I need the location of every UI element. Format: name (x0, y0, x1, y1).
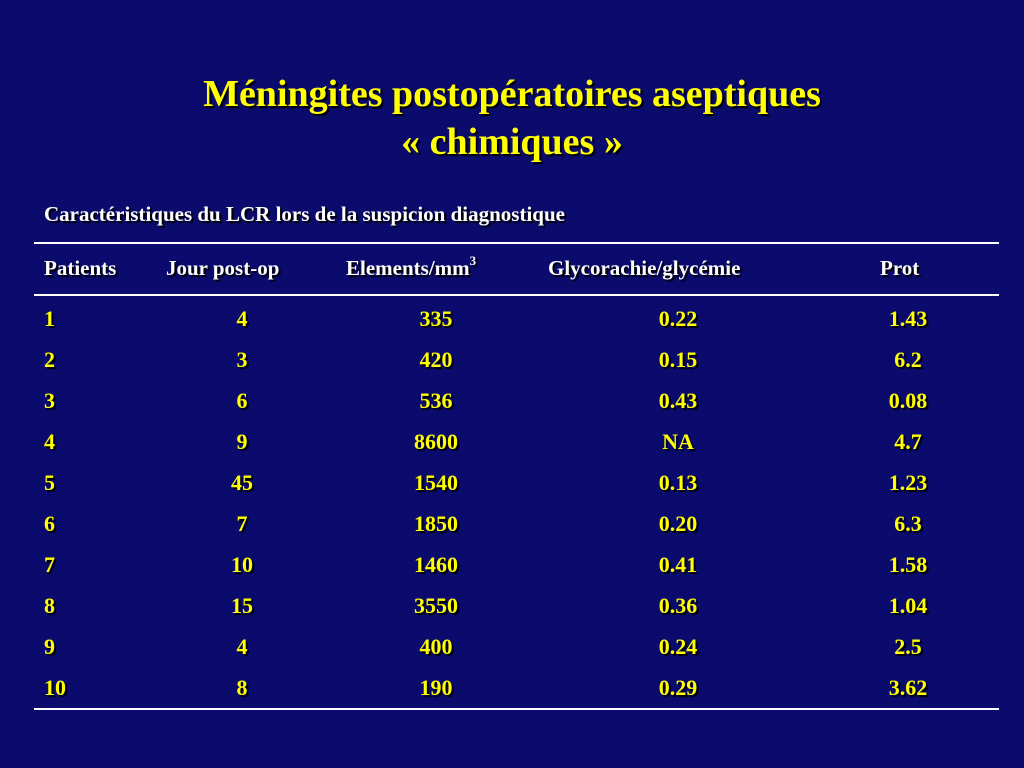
cell-elements: 420 (419, 347, 453, 372)
title-line-2: « chimiques » (401, 121, 623, 163)
cell-prot: 4.7 (894, 429, 922, 454)
header-patients: Patients (44, 256, 117, 280)
header-glycorachie: Glycorachie/glycémie (548, 256, 741, 280)
table-row (0, 300, 1024, 341)
cell-elements: 1540 (414, 470, 458, 495)
table-top-rule (34, 242, 999, 244)
table-header-rule (34, 294, 999, 296)
cell-jour: 15 (231, 593, 253, 618)
cell-jour: 45 (231, 470, 253, 495)
table-row (0, 505, 1024, 546)
cell-jour: 6 (236, 388, 248, 413)
header-prot: Prot (880, 256, 920, 280)
cell-patient: 8 (44, 593, 55, 618)
cell-prot: 1.43 (888, 306, 928, 331)
cell-glyco: 0.41 (658, 552, 698, 577)
cell-glyco: 0.29 (658, 675, 698, 700)
table-row (0, 423, 1024, 464)
cell-patient: 7 (44, 552, 55, 577)
cell-glyco: 0.13 (658, 470, 698, 495)
table-row (0, 628, 1024, 669)
cell-elements: 190 (419, 675, 453, 700)
cell-elements: 3550 (414, 593, 458, 618)
cell-prot: 2.5 (894, 634, 922, 659)
cell-patient: 1 (44, 306, 55, 331)
cell-jour: 9 (236, 429, 248, 454)
cell-elements: 1850 (414, 511, 458, 536)
cell-glyco: 0.15 (658, 347, 698, 372)
cell-elements: 1460 (414, 552, 458, 577)
table-caption: Caractéristiques du LCR lors de la suspicion diagnostique (44, 202, 565, 226)
cell-prot: 6.2 (894, 347, 922, 372)
table-header-row (0, 252, 1024, 286)
table-row (0, 341, 1024, 382)
header-elements-exponent: 3 (469, 253, 477, 268)
table-row (0, 587, 1024, 628)
table-body (0, 300, 1024, 710)
cell-elements: 8600 (414, 429, 458, 454)
header-elements (346, 253, 477, 281)
cell-patient: 4 (44, 429, 55, 454)
cell-prot: 1.58 (888, 552, 928, 577)
table-row (0, 669, 1024, 710)
title-line-1: Méningites postopératoires aseptiques (203, 73, 821, 115)
cell-elements: 400 (419, 634, 453, 659)
cell-jour: 3 (236, 347, 248, 372)
header-jour-post-op: Jour post-op (166, 256, 280, 280)
cell-patient: 5 (44, 470, 55, 495)
cell-glyco: 0.24 (658, 634, 698, 659)
table-row (0, 546, 1024, 587)
cell-prot: 0.08 (888, 388, 928, 413)
cell-patient: 10 (44, 675, 66, 700)
table-row (0, 382, 1024, 423)
cell-prot: 1.04 (888, 593, 928, 618)
table-bottom-rule (34, 708, 999, 710)
cell-elements: 335 (419, 306, 453, 331)
cell-patient: 3 (44, 388, 55, 413)
cell-patient: 2 (44, 347, 55, 372)
cell-prot: 6.3 (894, 511, 922, 536)
cell-elements: 536 (419, 388, 453, 413)
cell-glyco: 0.22 (658, 306, 698, 331)
cell-glyco: 0.36 (658, 593, 698, 618)
slide-title (0, 70, 1024, 166)
table-row (0, 464, 1024, 505)
cell-prot: 1.23 (888, 470, 928, 495)
cell-prot: 3.62 (888, 675, 928, 700)
cell-jour: 4 (236, 634, 248, 659)
cell-jour: 8 (236, 675, 248, 700)
header-elements-label: Elements/mm (346, 256, 470, 280)
cell-glyco: 0.43 (658, 388, 698, 413)
cell-patient: 9 (44, 634, 55, 659)
cell-patient: 6 (44, 511, 55, 536)
cell-glyco: NA (662, 429, 694, 454)
cell-jour: 10 (231, 552, 253, 577)
cell-glyco: 0.20 (658, 511, 698, 536)
cell-jour: 4 (236, 306, 248, 331)
cell-jour: 7 (236, 511, 248, 536)
